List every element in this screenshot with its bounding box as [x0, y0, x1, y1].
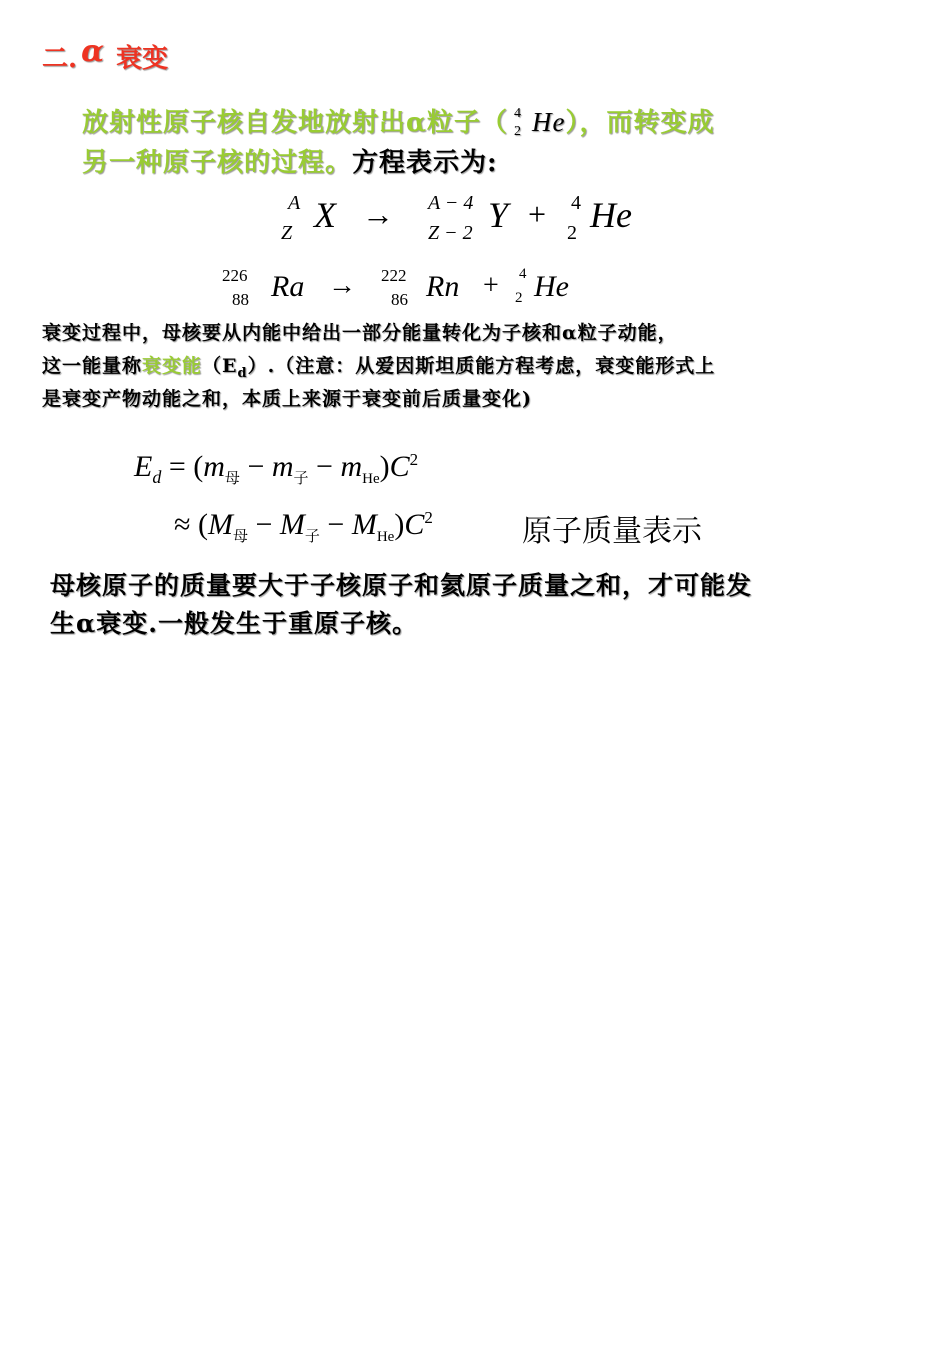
- heading-number: 二.: [42, 44, 78, 74]
- energy-equation-mass: [134, 450, 418, 488]
- he-charge: 2: [515, 290, 523, 306]
- he-symbol: He: [590, 195, 632, 235]
- eq1-E-sub: d: [152, 467, 162, 487]
- eq2-M2-sub: 子: [304, 527, 320, 545]
- he-symbol: He: [534, 270, 569, 303]
- eq2-M1-sub: 母: [232, 527, 248, 545]
- heading-alpha-symbol: α: [81, 34, 105, 69]
- y-charge: Z − 2: [428, 222, 473, 244]
- ra-charge: 88: [232, 290, 249, 309]
- arrow: →: [362, 196, 394, 232]
- decay-energy-line-1: 衰变过程中，母核要从内能中给出一部分能量转化为子核和α粒子动能，: [42, 322, 678, 344]
- atomic-mass-note: 原子质量表示: [522, 514, 702, 549]
- eq1-equals-open: = (: [168, 450, 204, 483]
- eq2-C: C: [404, 508, 425, 541]
- decay-energy-text-c: ）.（注意：从爱因斯坦质能方程考虑，衰变能形式上: [247, 355, 716, 377]
- eq2-M3-sub: He: [376, 529, 395, 545]
- plus: +: [528, 196, 547, 232]
- decay-energy-line-3: 是衰变产物动能之和，本质上来源于衰变前后质量变化): [42, 388, 532, 410]
- eq2-approx: ≈: [174, 508, 191, 541]
- eq2-M1: M: [207, 508, 233, 541]
- eq1-m3: m: [340, 450, 363, 483]
- he-charge: 2: [567, 222, 577, 244]
- eq1-minus2: −: [308, 450, 341, 483]
- x-mass: A: [288, 192, 301, 214]
- he-charge-number: 2: [514, 124, 523, 139]
- condition-line-2: 生α衰变.一般发生于重原子核。: [50, 609, 418, 638]
- intro-line-2: [82, 142, 498, 179]
- intro-text-black: 方程表示为:: [352, 148, 498, 178]
- decay-energy-text-b: （E: [202, 355, 238, 377]
- plus: +: [483, 270, 499, 301]
- rn-charge: 86: [391, 290, 408, 309]
- x-symbol: X: [314, 195, 336, 235]
- arrow: →: [328, 270, 356, 301]
- decay-energy-term: 衰变能: [142, 355, 203, 377]
- ra-symbol: Ra: [271, 270, 305, 303]
- decay-energy-text-a: 这一能量称: [42, 355, 143, 377]
- x-charge: Z: [281, 222, 293, 244]
- eq1-close: ): [379, 450, 390, 483]
- rn-symbol: Rn: [426, 270, 460, 303]
- section-heading: [42, 34, 169, 75]
- he-nucleus-notation: [514, 106, 532, 139]
- eq2-M2: M: [279, 508, 305, 541]
- energy-equation-atomic-mass: [174, 508, 433, 546]
- eq2-close: ): [394, 508, 405, 541]
- intro-line-1: [82, 102, 715, 139]
- he-symbol: He: [532, 107, 566, 137]
- he-mass: 4: [519, 266, 527, 282]
- eq1-m2-sub: 子: [293, 469, 309, 487]
- eq1-m3-sub: He: [362, 471, 380, 487]
- he-mass-number: 4: [514, 106, 523, 121]
- rn-mass: 222: [381, 266, 407, 285]
- eq1-minus1: −: [239, 450, 272, 483]
- heading-title: 衰变: [116, 44, 169, 74]
- eq1-m1: m: [203, 450, 225, 483]
- ra-mass: 226: [222, 266, 248, 285]
- eq2-open: (: [190, 508, 208, 541]
- eq1-m2: m: [271, 450, 294, 483]
- intro-text-green: 另一种原子核的过程。: [82, 148, 353, 178]
- intro-text-b: ），而转变成: [565, 108, 715, 138]
- eq2-C-sup: 2: [424, 508, 433, 527]
- eq1-C: C: [389, 450, 410, 483]
- eq1-E: E: [134, 450, 153, 483]
- eq2-minus2: −: [319, 508, 352, 541]
- condition-line-1: 母核原子的质量要大于子核原子和氦原子质量之和，才可能发: [50, 571, 753, 600]
- decay-energy-line-2: [42, 351, 715, 381]
- he-mass: 4: [571, 192, 581, 214]
- intro-text-a: 放射性原子核自发地放射出α粒子（: [82, 108, 509, 138]
- eq1-m1-sub: 母: [224, 469, 240, 487]
- eq2-minus1: −: [247, 508, 280, 541]
- y-symbol: Y: [488, 195, 509, 235]
- eq1-C-sup: 2: [409, 450, 419, 469]
- y-mass: A − 4: [428, 192, 474, 214]
- decay-energy-subscript: d: [237, 365, 248, 381]
- eq2-M3: M: [351, 508, 377, 541]
